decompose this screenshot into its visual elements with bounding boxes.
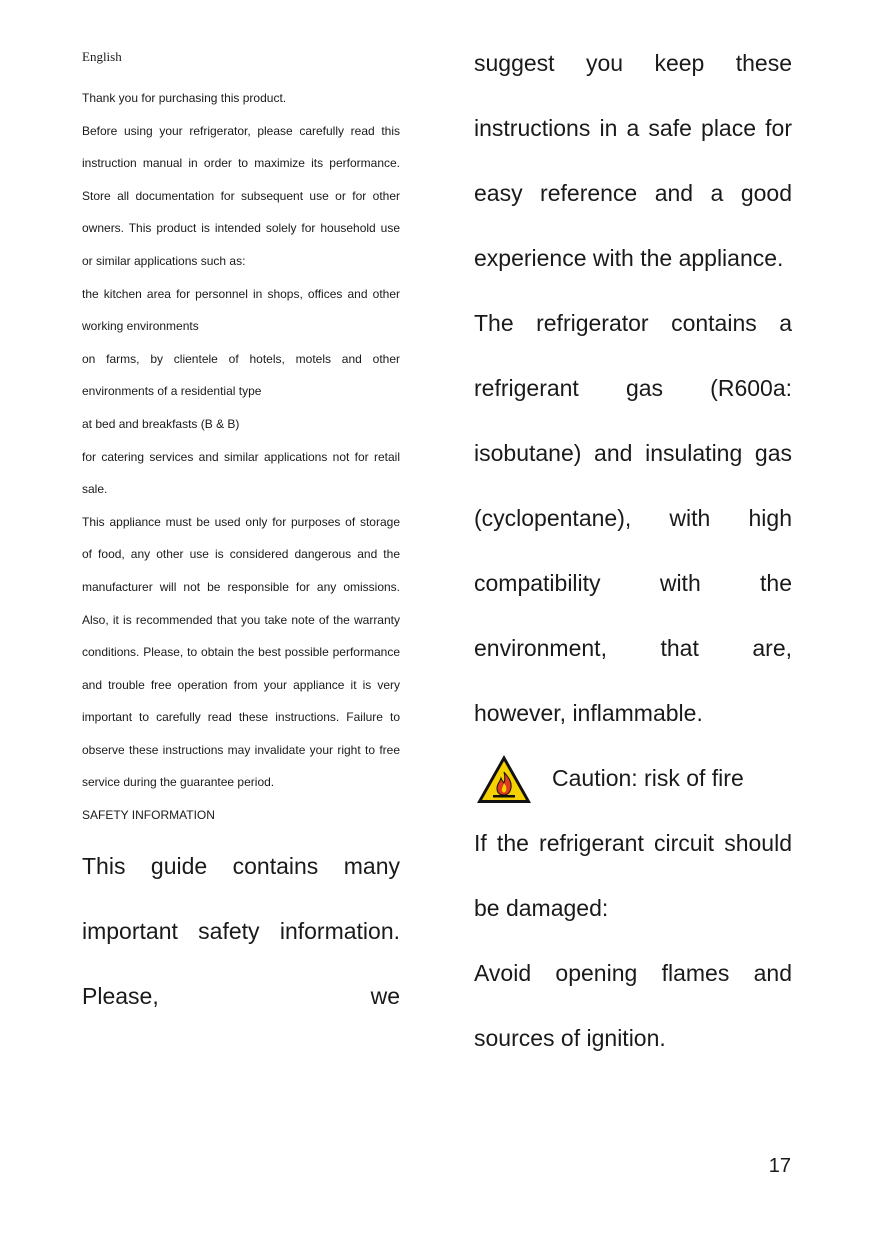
caution-row: [474, 746, 792, 811]
usage-item: the kitchen area for personnel in shops, offices and other working environments: [82, 286, 400, 334]
safety-paragraph-continued: suggest you keep these instructions in a safe place for easy reference and a good experience with the appliance.: [474, 50, 792, 271]
circuit-paragraph: If the refrigerant circuit should be damaged:: [474, 830, 792, 921]
fire-warning-icon: [474, 752, 534, 806]
refrigerant-paragraph: The refrigerator contains a refrigerant gas (R600a: isobutane) and insulating gas (cyclopentane), with high compatibility with the environment, that are, however, inflammable.: [474, 310, 792, 726]
left-column: [82, 46, 400, 1029]
language-label: English: [82, 49, 122, 64]
right-column: [474, 31, 792, 1071]
avoid-paragraph: Avoid opening flames and sources of ignition.: [474, 960, 792, 1051]
usage-item: for catering services and similar applications not for retail sale.: [82, 449, 400, 497]
safety-paragraph-start: This guide contains many important safety information. Please, we: [82, 852, 400, 1009]
intro-paragraph: Thank you for purchasing this product.: [82, 91, 287, 105]
caution-label: Caution: risk of fire: [552, 765, 744, 791]
usage-item: on farms, by clientele of hotels, motels and other environments of a residential type: [82, 351, 400, 399]
section-title: SAFETY INFORMATION: [82, 808, 215, 823]
intro-paragraph: Before using your refrigerator, please carefully read this instruction manual in order to maximize its performance. Store all documentation for subsequent use or for other owners. This product is intended solely for household use or similar applications such as:: [82, 123, 400, 268]
page-number: 17: [768, 1155, 791, 1177]
warranty-paragraph: This appliance must be used only for purposes of storage of food, any other use is considered dangerous and the manufacturer will not be responsible for any omissions. Also, it is recommended that you take note of the warranty conditions. Please, to obtain the best possible performance and trouble free operation from your appliance it is very important to carefully read these instructions. Failure to observe these instructions may invalidate your right to free service during the guarantee period.: [82, 514, 400, 790]
usage-item: at bed and breakfasts (B & B): [82, 416, 240, 431]
